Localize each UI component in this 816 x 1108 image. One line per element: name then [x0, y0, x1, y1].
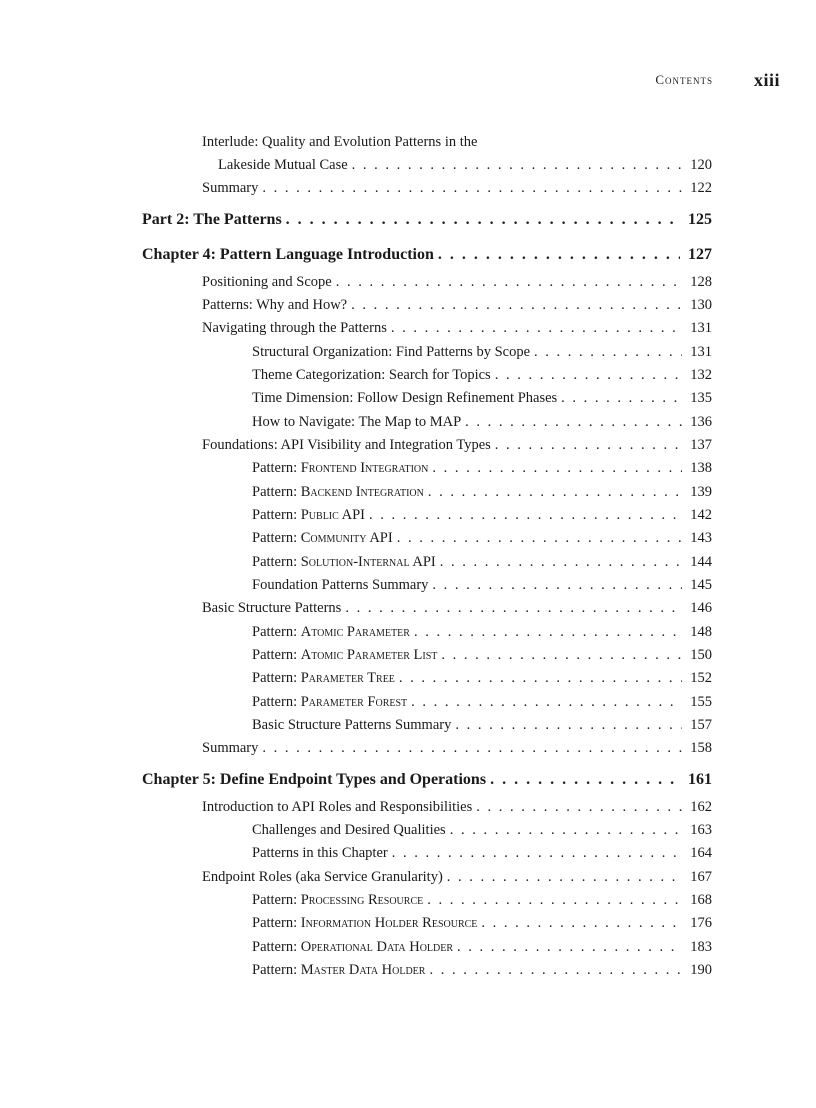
dot-leader: [490, 771, 680, 789]
toc-entry-page: 130: [690, 297, 712, 313]
toc-entry-label: Pattern: Community API: [252, 530, 393, 546]
toc-entry-page: 162: [690, 799, 712, 815]
toc-entry-label: Pattern: Frontend Integration: [252, 460, 429, 476]
toc-entry[interactable]: [252, 624, 712, 641]
toc-entry[interactable]: [252, 845, 712, 862]
toc-entry-page: 148: [690, 624, 712, 640]
toc-entry[interactable]: [202, 740, 712, 757]
toc-entry-label: Pattern: Operational Data Holder: [252, 939, 454, 955]
dot-leader: [262, 180, 682, 197]
page-number: xiii: [753, 70, 780, 90]
dot-leader: [399, 670, 682, 687]
dot-leader: [534, 344, 682, 361]
toc-entry-page: 150: [690, 647, 712, 663]
toc-entry[interactable]: [252, 647, 712, 664]
toc-entry-page: 143: [690, 530, 712, 546]
toc-entry-label: Theme Categorization: Search for Topics: [252, 367, 491, 383]
dot-leader: [351, 297, 682, 314]
dot-leader: [450, 822, 682, 839]
toc-entry-label: Basic Structure Patterns Summary: [252, 717, 452, 733]
dot-leader: [428, 484, 682, 501]
toc-entry[interactable]: [202, 297, 712, 314]
toc-entry-page: 146: [690, 600, 712, 616]
toc-entry-page: 138: [690, 460, 712, 476]
toc-entry-page: 155: [690, 694, 712, 710]
toc-entry-label: Foundation Patterns Summary: [252, 577, 429, 593]
toc-entry-label: Chapter 5: Define Endpoint Types and Operations: [142, 771, 487, 788]
toc-entry-page: 137: [690, 437, 712, 453]
toc-entry-page: 167: [690, 869, 712, 885]
toc-entry[interactable]: [252, 507, 712, 524]
toc-entry-page: 176: [690, 915, 712, 931]
toc-entry-page: 131: [690, 320, 712, 336]
toc-entry-label: Summary: [202, 740, 259, 756]
toc-entry-label: Structural Organization: Find Patterns by Scope: [252, 344, 531, 360]
toc-entry-page: 190: [690, 962, 712, 978]
dot-leader: [286, 211, 680, 229]
toc-entry-page: 122: [690, 180, 712, 196]
toc-entry[interactable]: [252, 962, 712, 979]
toc-entry-page: 157: [690, 717, 712, 733]
toc-entry[interactable]: [252, 577, 712, 594]
toc-entry-label: Part 2: The Patterns: [142, 211, 282, 228]
toc-entry-page: 136: [690, 414, 712, 430]
toc-entry-label: How to Navigate: The Map to MAP: [252, 414, 462, 430]
dot-leader: [432, 460, 682, 477]
dot-leader: [262, 740, 682, 757]
dot-leader: [397, 530, 682, 547]
toc-entry-label: Navigating through the Patterns: [202, 320, 387, 336]
toc-entry-page: 164: [690, 845, 712, 861]
toc-entry-page: 168: [690, 892, 712, 908]
toc-chapter-entry[interactable]: [142, 246, 712, 264]
toc-entry-label: Foundations: API Visibility and Integration Types: [202, 437, 491, 453]
toc-entry-label: Patterns: Why and How?: [202, 297, 348, 313]
toc-entry[interactable]: [202, 799, 712, 816]
toc-entry-label: Interlude: Quality and Evolution Patterns in the: [202, 134, 478, 150]
toc-entry-label: Endpoint Roles (aka Service Granularity): [202, 869, 443, 885]
toc-entry[interactable]: [252, 892, 712, 909]
toc-entry-page: 183: [690, 939, 712, 955]
toc-entry-label: Positioning and Scope: [202, 274, 332, 290]
dot-leader: [495, 367, 682, 384]
toc-entry-label: Pattern: Parameter Forest: [252, 694, 408, 710]
toc-entry-page: 142: [690, 507, 712, 523]
toc-entry[interactable]: [202, 437, 712, 454]
toc-entry[interactable]: [202, 869, 712, 886]
dot-leader: [352, 157, 682, 174]
toc-entry[interactable]: [252, 414, 712, 431]
toc-entry[interactable]: [202, 180, 712, 197]
toc-entry-label: Pattern: Processing Resource: [252, 892, 424, 908]
toc-entry-page: 163: [690, 822, 712, 838]
toc-entry[interactable]: [252, 460, 712, 477]
dot-leader: [369, 507, 682, 524]
dot-leader: [561, 390, 682, 407]
toc-entry[interactable]: [252, 344, 712, 361]
toc-entry-label: Time Dimension: Follow Design Refinement Phases: [252, 390, 558, 406]
toc-interlude-line1: [202, 134, 477, 151]
dot-leader: [465, 414, 682, 431]
toc-part-entry[interactable]: [142, 211, 712, 229]
toc-entry-page: 152: [690, 670, 712, 686]
toc-entry-label: Chapter 4: Pattern Language Introduction: [142, 246, 434, 263]
toc-entry[interactable]: [202, 320, 712, 337]
toc-entry-page: 145: [690, 577, 712, 593]
dot-leader: [476, 799, 682, 816]
toc-entry-label: Pattern: Backend Integration: [252, 484, 424, 500]
dot-leader: [457, 939, 682, 956]
toc-entry[interactable]: [252, 670, 712, 687]
toc-entry-label: Challenges and Desired Qualities: [252, 822, 446, 838]
toc-entry[interactable]: [202, 600, 712, 617]
toc-entry-label: Pattern: Master Data Holder: [252, 962, 426, 978]
dot-leader: [441, 647, 682, 664]
toc-entry[interactable]: [218, 157, 712, 174]
toc-entry-page: 144: [690, 554, 712, 570]
toc-entry[interactable]: [202, 274, 712, 291]
toc-entry-label: Pattern: Atomic Parameter List: [252, 647, 438, 663]
toc-entry-label: Pattern: Public API: [252, 507, 365, 523]
toc-entry-page: 125: [688, 211, 712, 228]
dot-leader: [432, 577, 682, 594]
dot-leader: [455, 717, 682, 734]
dot-leader: [414, 624, 682, 641]
dot-leader: [336, 274, 682, 291]
toc-entry[interactable]: [252, 554, 712, 571]
toc-entry[interactable]: [252, 822, 712, 839]
toc-entry-page: 135: [690, 390, 712, 406]
toc-entry[interactable]: [252, 717, 712, 734]
running-head-title: Contents: [655, 72, 713, 87]
toc-entry[interactable]: [252, 390, 712, 407]
dot-leader: [427, 892, 682, 909]
toc-entry-page: 158: [690, 740, 712, 756]
dot-leader: [392, 845, 682, 862]
dot-leader: [391, 320, 682, 337]
dot-leader: [481, 915, 682, 932]
dot-leader: [438, 246, 680, 264]
toc-entry-page: 128: [690, 274, 712, 290]
toc-entry-label: Basic Structure Patterns: [202, 600, 342, 616]
toc-entry-label: Summary: [202, 180, 259, 196]
dot-leader: [440, 554, 682, 571]
toc-entry[interactable]: [252, 694, 712, 711]
toc-entry[interactable]: [252, 484, 712, 501]
dot-leader: [411, 694, 682, 711]
dot-leader: [495, 437, 682, 454]
toc-entry-page: 120: [690, 157, 712, 173]
toc-entry-label: Introduction to API Roles and Responsibilities: [202, 799, 473, 815]
toc-entry-page: 131: [690, 344, 712, 360]
toc-entry-page: 139: [690, 484, 712, 500]
toc-entry-label: Pattern: Solution-Internal API: [252, 554, 436, 570]
toc-entry-label: Pattern: Information Holder Resource: [252, 915, 478, 931]
dot-leader: [447, 869, 682, 886]
toc-entry-page: 161: [688, 771, 712, 788]
toc-entry-page: 127: [688, 246, 712, 263]
toc-entry-label: Patterns in this Chapter: [252, 845, 388, 861]
toc-entry[interactable]: [252, 367, 712, 384]
toc-entry[interactable]: [252, 915, 712, 932]
dot-leader: [345, 600, 682, 617]
toc-chapter-entry[interactable]: [142, 771, 712, 789]
toc-entry[interactable]: [252, 939, 712, 956]
toc-entry-label: Lakeside Mutual Case: [218, 157, 348, 173]
toc-entry-page: 132: [690, 367, 712, 383]
toc-entry[interactable]: [252, 530, 712, 547]
dot-leader: [429, 962, 682, 979]
toc-entry-label: Pattern: Atomic Parameter: [252, 624, 410, 640]
toc-entry-label: Pattern: Parameter Tree: [252, 670, 395, 686]
